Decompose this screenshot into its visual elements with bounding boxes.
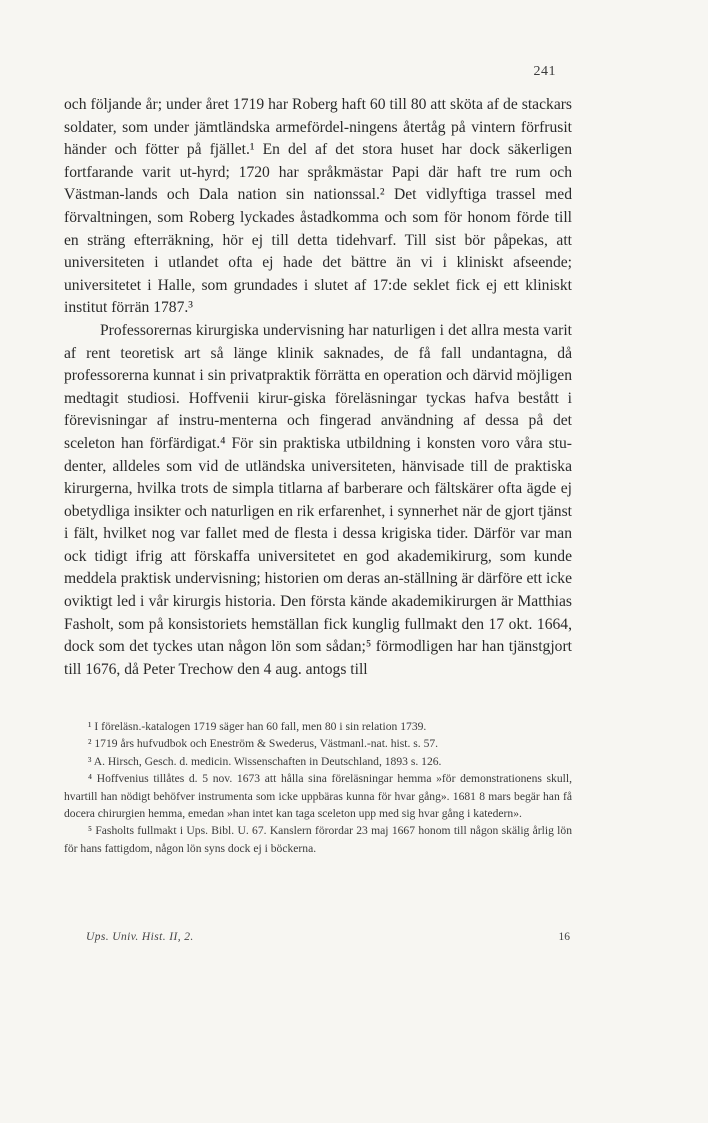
body-text	[64, 94, 572, 681]
page-number: 241	[533, 64, 556, 79]
footnote-4: ⁴ Hoffvenius tillåtes d. 5 nov. 1673 att hålla sina föreläsningar hemma »för demonstrationens skull, hvartill han nödigt behöfver instrumenta som icke uppbäras kunna för hvar gång». 1681 8 mars begär han få docera chirurgien hemma, emedan »han intet kan taga sceleton upp med sig hvar gång i katedern».	[64, 772, 572, 821]
sheet-number: 16	[558, 931, 570, 943]
paragraph-1: och följande år; under året 1719 har Roberg haft 60 till 80 att sköta af de stackars soldater, som under jämtländska armefördel-ningens återtåg på vintern förfrusit händer och fötter på fjället.¹ En del af det stora huset har dock säkerligen fortfarande varit ut-hyrd; 1720 har språkmästar Papi där haft tre rum och Västman-lands och Dala nation sin nationssal.² Det vidlyftiga trassel med förvaltningen, som Roberg lyckades åstadkomma och som för honom förde till en sträng efterräkning, hör ej till detta tidehvarf. Till sist bör påpekas, att universiteten i utlandet ofta ej hade det bättre än vi i kliniskt afseende; universitetet i Halle, som grundades i slutet af 17:de seklet fick ej ett kliniskt institut förrän 1787.³	[64, 96, 572, 317]
footnote-5: ⁵ Fasholts fullmakt i Ups. Bibl. U. 67. Kanslern förordar 23 maj 1667 honom till någon skälig årlig lön för hans fattigdom, någon lön syns dock ej i böckerna.	[64, 824, 572, 855]
paragraph-2: Professorernas kirurgiska undervisning har naturligen i det allra mesta varit af rent teoretisk art så länge klinik saknades, de få fall undantagna, då professorerna kunnat i sin privatpraktik förrätta en operation och därvid möjligen medtagit studiosi. Hoffvenii kirur-giska föreläsningar tyckas hafva bestått i förevisningar af instru-menterna och fingerad användning af dessa på det sceleton han förfärdigat.⁴ För sin praktiska utbildning i konsten voro våra stu-denter, alldeles som vid de utländska universiteten, hänvisade till de praktiska kirurgerna, hvilka trots de simpla titlarna af barberare och fältskärer ofta ägde ej obetydliga insikter och naturligen en rik erfarenhet, i synnerhet när de gjort tjänst i fält, hvilket nog var fallet med de flesta i dessa krigiska tider. Därför var man ock tidigt ifrig att förskaffa universitetet en god akademikirurg, som kunde meddela praktisk undervisning; historien om deras an-ställning är därföre ett icke oviktigt led i vår kirurgis historia. Den första kände akademikirurgen är Matthias Fasholt, som på konsistoriets hemställan fick kunglig fullmakt den 17 okt. 1664, dock som det tyckes utan någon lön som sådan;⁵ förmodligen har han tjänstgjort till 1676, då Peter Trechow den 4 aug. antogs till	[64, 321, 572, 678]
footnote-2: ² 1719 års hufvudbok och Eneström & Swederus, Västmanl.-nat. hist. s. 57.	[88, 737, 439, 751]
signature-mark: Ups. Univ. Hist. II, 2.	[86, 931, 194, 943]
footnotes	[64, 718, 572, 857]
page-footer	[86, 931, 570, 943]
footnote-3: ³ A. Hirsch, Gesch. d. medicin. Wissenschaften in Deutschland, 1893 s. 126.	[88, 754, 442, 768]
footnote-1: ¹ I föreläsn.-katalogen 1719 säger han 60 fall, men 80 i sin relation 1739.	[88, 720, 427, 733]
